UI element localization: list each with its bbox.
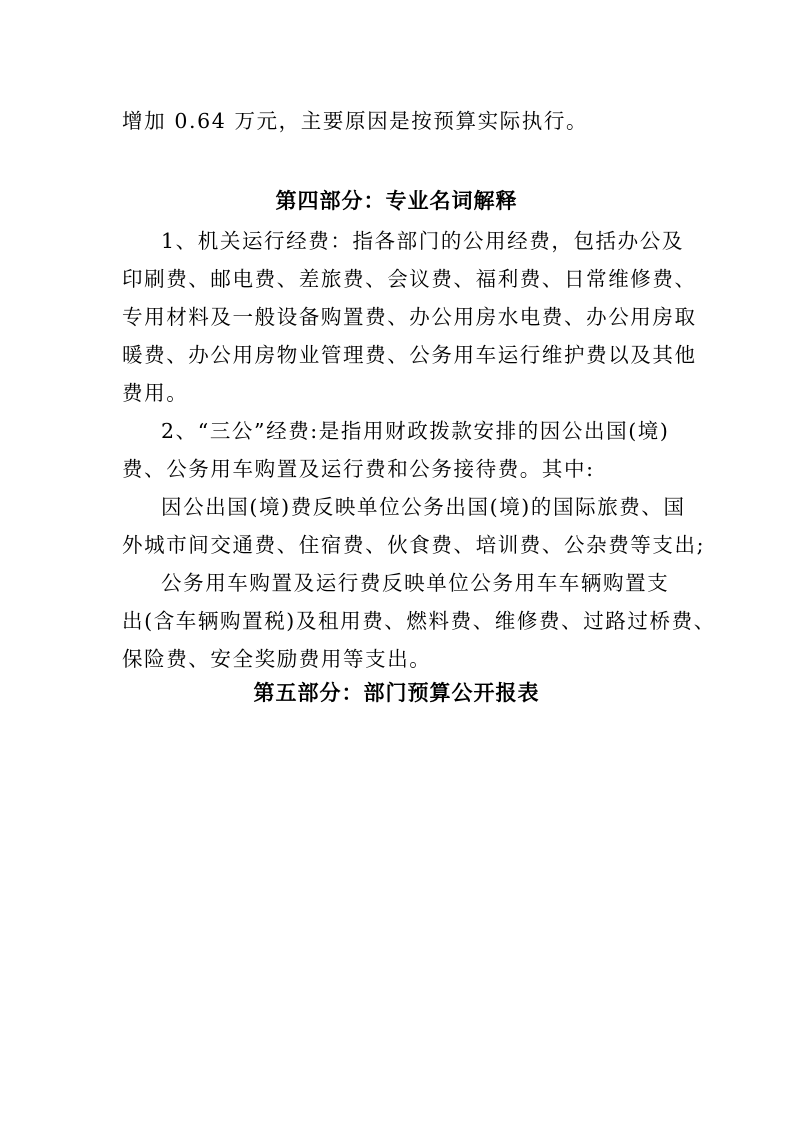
- vehicle-line-2: 出(含车辆购置税)及租用费、燃料费、维修费、过路过桥费、: [122, 609, 716, 633]
- item-2-line-2: 费、公务用车购置及运行费和公务接待费。其中:: [122, 457, 595, 481]
- section-4-title: 第四部分：专业名词解释: [275, 189, 518, 213]
- vehicle-line-1: 公务用车购置及运行费反映单位公务用车车辆购置支: [161, 571, 670, 595]
- item-1-line-1: 1、机关运行经费：指各部门的公用经费，包括办公及: [161, 229, 684, 253]
- abroad-line-2: 外城市间交通费、住宿费、伙食费、培训费、公杂费等支出;: [122, 533, 706, 557]
- abroad-line-1: 因公出国(境)费反映单位公务出国(境)的国际旅费、国: [161, 495, 686, 519]
- item-1-line-2: 印刷费、邮电费、差旅费、会议费、福利费、日常维修费、: [122, 267, 697, 291]
- intro-line: 增加 0.64 万元，主要原因是按预算实际执行。: [122, 109, 589, 133]
- vehicle-line-3: 保险费、安全奖励费用等支出。: [122, 647, 432, 671]
- section-5-title: 第五部分：部门预算公开报表: [253, 681, 540, 705]
- item-2-line-1: 2、“三公”经费:是指用财政拨款安排的因公出国(境): [161, 419, 670, 443]
- item-1-line-3: 专用材料及一般设备购置费、办公用房水电费、办公用房取: [122, 305, 697, 329]
- item-1-line-4: 暖费、办公用房物业管理费、公务用车运行维护费以及其他: [122, 343, 697, 367]
- item-1-line-5: 费用。: [122, 381, 189, 405]
